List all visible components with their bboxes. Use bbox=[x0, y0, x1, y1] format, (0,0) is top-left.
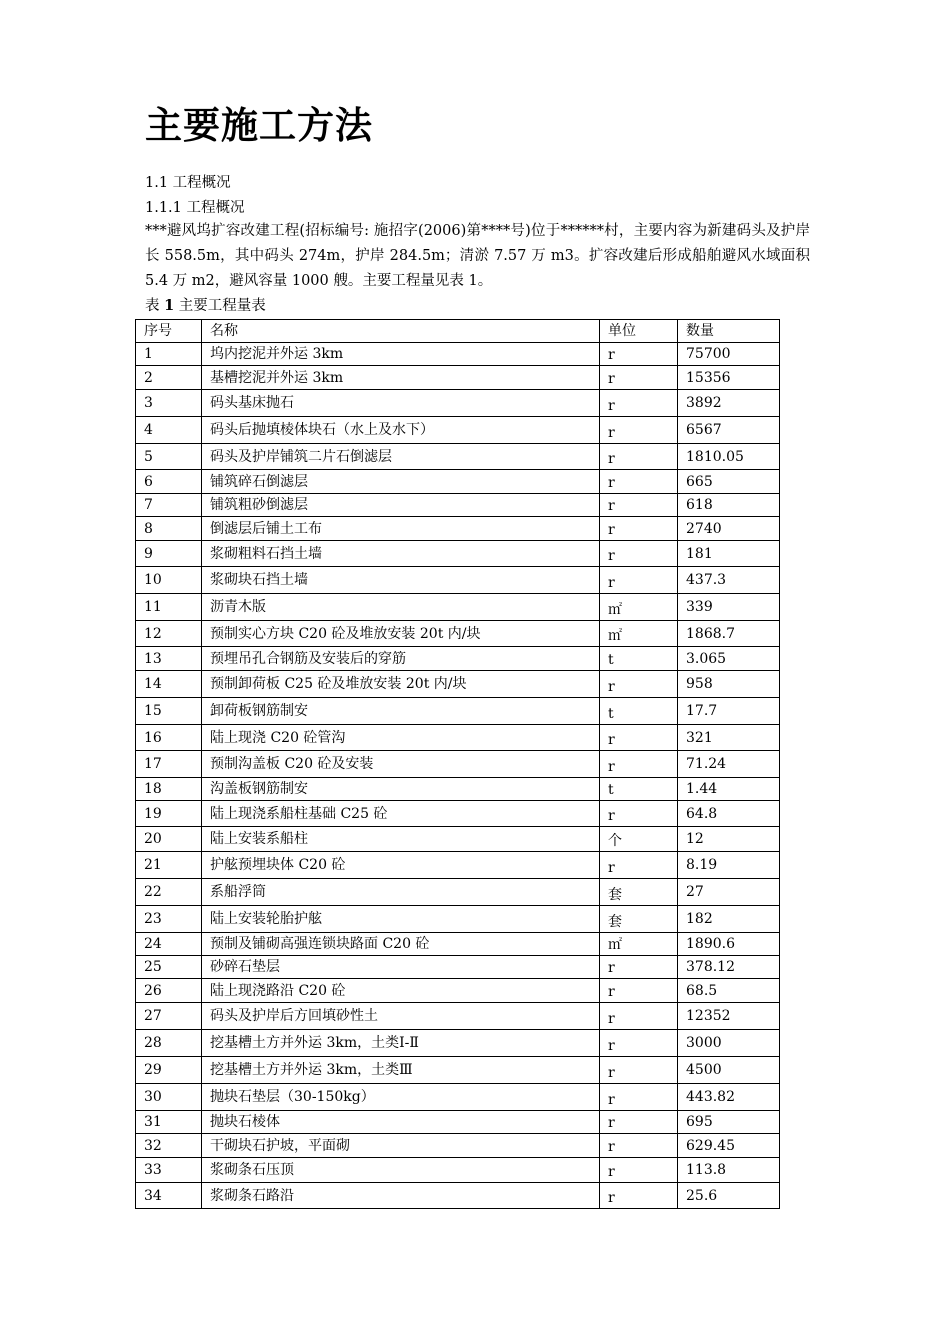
cell-unit: ㎡ bbox=[600, 621, 678, 647]
header-cell-unit: 单位 bbox=[600, 320, 678, 343]
cell-quantity: 695 bbox=[678, 1111, 780, 1134]
cell-unit: r bbox=[600, 444, 678, 470]
cell-name: 浆砌条石压顶 bbox=[202, 1158, 600, 1183]
table-row bbox=[136, 1111, 780, 1134]
table-row bbox=[136, 1134, 780, 1158]
cell-unit: r bbox=[600, 671, 678, 698]
table-caption-number: 1 bbox=[164, 297, 175, 314]
cell-unit: r bbox=[600, 852, 678, 879]
cell-name: 预制及铺砌高强连锁块路面 C20 砼 bbox=[202, 933, 600, 956]
cell-unit: r bbox=[600, 567, 678, 594]
table-row bbox=[136, 801, 780, 827]
cell-unit: r bbox=[600, 1057, 678, 1084]
table-row bbox=[136, 594, 780, 621]
cell-index: 33 bbox=[136, 1158, 202, 1183]
cell-name: 挖基槽土方并外运 3km，土类Ⅰ-Ⅱ bbox=[202, 1030, 600, 1057]
cell-name: 倒滤层后铺土工布 bbox=[202, 517, 600, 541]
table-row bbox=[136, 1057, 780, 1084]
cell-quantity: 2740 bbox=[678, 517, 780, 541]
cell-unit: r bbox=[600, 343, 678, 366]
table-row bbox=[136, 1158, 780, 1183]
cell-index: 19 bbox=[136, 801, 202, 827]
table-row bbox=[136, 1084, 780, 1111]
cell-unit: r bbox=[600, 1183, 678, 1209]
cell-index: 10 bbox=[136, 567, 202, 594]
table-row bbox=[136, 751, 780, 778]
cell-unit: r bbox=[600, 956, 678, 979]
cell-quantity: 3.065 bbox=[678, 647, 780, 671]
cell-quantity: 68.5 bbox=[678, 979, 780, 1003]
cell-quantity: 629.45 bbox=[678, 1134, 780, 1158]
cell-unit: r bbox=[600, 470, 678, 494]
table-row bbox=[136, 567, 780, 594]
cell-quantity: 378.12 bbox=[678, 956, 780, 979]
section-heading-1-1-1: 1.1.1 工程概况 bbox=[145, 200, 245, 216]
cell-index: 28 bbox=[136, 1030, 202, 1057]
cell-unit: r bbox=[600, 1030, 678, 1057]
table-row bbox=[136, 956, 780, 979]
cell-index: 27 bbox=[136, 1003, 202, 1030]
cell-name: 沥青木版 bbox=[202, 594, 600, 621]
cell-unit: r bbox=[600, 979, 678, 1003]
cell-quantity: 181 bbox=[678, 541, 780, 567]
cell-name: 陆上安装轮胎护舷 bbox=[202, 906, 600, 933]
cell-unit: ㎡ bbox=[600, 594, 678, 621]
cell-name: 预制实心方块 C20 砼及堆放安装 20t 内/块 bbox=[202, 621, 600, 647]
cell-name: 码头及护岸后方回填砂性土 bbox=[202, 1003, 600, 1030]
table-row bbox=[136, 390, 780, 417]
cell-name: 抛块石棱体 bbox=[202, 1111, 600, 1134]
header-cell-index: 序号 bbox=[136, 320, 202, 343]
cell-name: 挖基槽土方并外运 3km，土类Ⅲ bbox=[202, 1057, 600, 1084]
cell-unit: 个 bbox=[600, 827, 678, 852]
cell-name: 陆上现浇路沿 C20 砼 bbox=[202, 979, 600, 1003]
table-row bbox=[136, 1183, 780, 1209]
cell-name: 浆砌条石路沿 bbox=[202, 1183, 600, 1209]
cell-quantity: 17.7 bbox=[678, 698, 780, 725]
cell-name: 预埋吊孔合钢筋及安装后的穿筋 bbox=[202, 647, 600, 671]
table-row bbox=[136, 778, 780, 801]
cell-quantity: 75700 bbox=[678, 343, 780, 366]
cell-quantity: 437.3 bbox=[678, 567, 780, 594]
table-caption-prefix: 表 bbox=[145, 298, 165, 314]
cell-quantity: 1868.7 bbox=[678, 621, 780, 647]
table-row bbox=[136, 417, 780, 444]
cell-quantity: 4500 bbox=[678, 1057, 780, 1084]
cell-index: 11 bbox=[136, 594, 202, 621]
cell-index: 25 bbox=[136, 956, 202, 979]
cell-unit: r bbox=[600, 494, 678, 517]
cell-unit: r bbox=[600, 1111, 678, 1134]
cell-quantity: 1810.05 bbox=[678, 444, 780, 470]
cell-index: 32 bbox=[136, 1134, 202, 1158]
cell-unit: r bbox=[600, 541, 678, 567]
cell-unit: t bbox=[600, 647, 678, 671]
cell-index: 22 bbox=[136, 879, 202, 906]
cell-unit: r bbox=[600, 1084, 678, 1111]
cell-quantity: 3892 bbox=[678, 390, 780, 417]
cell-index: 1 bbox=[136, 343, 202, 366]
cell-quantity: 3000 bbox=[678, 1030, 780, 1057]
cell-name: 浆砌块石挡土墙 bbox=[202, 567, 600, 594]
cell-name: 干砌块石护坡，平面砌 bbox=[202, 1134, 600, 1158]
table-caption bbox=[145, 296, 266, 316]
cell-quantity: 182 bbox=[678, 906, 780, 933]
cell-quantity: 321 bbox=[678, 725, 780, 751]
cell-index: 12 bbox=[136, 621, 202, 647]
cell-unit: ㎡ bbox=[600, 933, 678, 956]
cell-index: 20 bbox=[136, 827, 202, 852]
quantity-table-body bbox=[136, 320, 780, 1209]
cell-name: 砂碎石垫层 bbox=[202, 956, 600, 979]
section-heading-1-1: 1.1 工程概况 bbox=[145, 175, 231, 191]
cell-unit: r bbox=[600, 1134, 678, 1158]
cell-index: 21 bbox=[136, 852, 202, 879]
cell-index: 31 bbox=[136, 1111, 202, 1134]
cell-unit: r bbox=[600, 725, 678, 751]
cell-quantity: 15356 bbox=[678, 366, 780, 390]
table-row bbox=[136, 671, 780, 698]
cell-name: 系船浮筒 bbox=[202, 879, 600, 906]
cell-index: 9 bbox=[136, 541, 202, 567]
cell-unit: r bbox=[600, 1158, 678, 1183]
table-row bbox=[136, 1003, 780, 1030]
table-header-row bbox=[136, 320, 780, 343]
cell-name: 卸荷板钢筋制安 bbox=[202, 698, 600, 725]
cell-name: 坞内挖泥并外运 3km bbox=[202, 343, 600, 366]
table-row bbox=[136, 879, 780, 906]
cell-index: 13 bbox=[136, 647, 202, 671]
page-title: 主要施工方法 bbox=[145, 104, 373, 147]
cell-unit: r bbox=[600, 751, 678, 778]
cell-index: 7 bbox=[136, 494, 202, 517]
table-row bbox=[136, 827, 780, 852]
table-row bbox=[136, 979, 780, 1003]
cell-unit: r bbox=[600, 390, 678, 417]
table-row bbox=[136, 725, 780, 751]
cell-quantity: 27 bbox=[678, 879, 780, 906]
cell-name: 预制沟盖板 C20 砼及安装 bbox=[202, 751, 600, 778]
table-row bbox=[136, 494, 780, 517]
cell-name: 陆上安装系船柱 bbox=[202, 827, 600, 852]
cell-index: 3 bbox=[136, 390, 202, 417]
cell-index: 17 bbox=[136, 751, 202, 778]
header-cell-name: 名称 bbox=[202, 320, 600, 343]
table-row bbox=[136, 517, 780, 541]
cell-unit: r bbox=[600, 517, 678, 541]
cell-index: 18 bbox=[136, 778, 202, 801]
cell-index: 15 bbox=[136, 698, 202, 725]
cell-index: 30 bbox=[136, 1084, 202, 1111]
cell-name: 护舷预埋块体 C20 砼 bbox=[202, 852, 600, 879]
table-row bbox=[136, 470, 780, 494]
cell-index: 4 bbox=[136, 417, 202, 444]
cell-unit: t bbox=[600, 698, 678, 725]
cell-name: 陆上现浇系船柱基础 C25 砼 bbox=[202, 801, 600, 827]
cell-index: 23 bbox=[136, 906, 202, 933]
table-row bbox=[136, 852, 780, 879]
cell-name: 铺筑碎石倒滤层 bbox=[202, 470, 600, 494]
cell-name: 基槽挖泥并外运 3km bbox=[202, 366, 600, 390]
cell-index: 29 bbox=[136, 1057, 202, 1084]
cell-index: 14 bbox=[136, 671, 202, 698]
cell-name: 铺筑粗砂倒滤层 bbox=[202, 494, 600, 517]
cell-quantity: 339 bbox=[678, 594, 780, 621]
cell-quantity: 113.8 bbox=[678, 1158, 780, 1183]
cell-unit: t bbox=[600, 778, 678, 801]
cell-quantity: 71.24 bbox=[678, 751, 780, 778]
cell-quantity: 618 bbox=[678, 494, 780, 517]
cell-name: 码头及护岸铺筑二片石倒滤层 bbox=[202, 444, 600, 470]
cell-quantity: 12 bbox=[678, 827, 780, 852]
cell-name: 码头基床抛石 bbox=[202, 390, 600, 417]
cell-quantity: 12352 bbox=[678, 1003, 780, 1030]
table-row bbox=[136, 366, 780, 390]
cell-quantity: 64.8 bbox=[678, 801, 780, 827]
cell-quantity: 958 bbox=[678, 671, 780, 698]
cell-name: 陆上现浇 C20 砼管沟 bbox=[202, 725, 600, 751]
quantity-table bbox=[135, 319, 780, 1209]
cell-index: 2 bbox=[136, 366, 202, 390]
table-row bbox=[136, 933, 780, 956]
table-row bbox=[136, 621, 780, 647]
cell-name: 沟盖板钢筋制安 bbox=[202, 778, 600, 801]
cell-index: 6 bbox=[136, 470, 202, 494]
cell-name: 抛块石垫层（30-150kg） bbox=[202, 1084, 600, 1111]
cell-unit: r bbox=[600, 366, 678, 390]
table-row bbox=[136, 1030, 780, 1057]
table-row bbox=[136, 444, 780, 470]
cell-index: 26 bbox=[136, 979, 202, 1003]
cell-index: 34 bbox=[136, 1183, 202, 1209]
cell-name: 浆砌粗料石挡土墙 bbox=[202, 541, 600, 567]
cell-quantity: 443.82 bbox=[678, 1084, 780, 1111]
cell-quantity: 1.44 bbox=[678, 778, 780, 801]
cell-quantity: 665 bbox=[678, 470, 780, 494]
cell-name: 预制卸荷板 C25 砼及堆放安装 20t 内/块 bbox=[202, 671, 600, 698]
table-row bbox=[136, 698, 780, 725]
cell-name: 码头后抛填棱体块石（水上及水下） bbox=[202, 417, 600, 444]
cell-unit: r bbox=[600, 801, 678, 827]
cell-quantity: 1890.6 bbox=[678, 933, 780, 956]
table-row bbox=[136, 541, 780, 567]
cell-index: 16 bbox=[136, 725, 202, 751]
cell-index: 8 bbox=[136, 517, 202, 541]
cell-quantity: 6567 bbox=[678, 417, 780, 444]
table-caption-text: 主要工程量表 bbox=[174, 298, 266, 314]
cell-unit: 套 bbox=[600, 879, 678, 906]
cell-unit: r bbox=[600, 417, 678, 444]
cell-index: 24 bbox=[136, 933, 202, 956]
header-cell-quantity: 数量 bbox=[678, 320, 780, 343]
cell-unit: r bbox=[600, 1003, 678, 1030]
cell-index: 5 bbox=[136, 444, 202, 470]
table-row bbox=[136, 647, 780, 671]
table-row bbox=[136, 343, 780, 366]
cell-quantity: 8.19 bbox=[678, 852, 780, 879]
cell-unit: 套 bbox=[600, 906, 678, 933]
overview-paragraph: ***避风坞扩容改建工程(招标编号: 施招字(2006)第****号)位于******村，主要内容为新建码头及护岸长 558.5m，其中码头 274m，护岸 284.5m；清淤 7.57 万 m3。扩容改建后形成船舶避风水域面积 5.4 万 m2，避风容量 1000 艘。主要工程量见表 1。 bbox=[145, 223, 810, 289]
cell-quantity: 25.6 bbox=[678, 1183, 780, 1209]
table-row bbox=[136, 906, 780, 933]
